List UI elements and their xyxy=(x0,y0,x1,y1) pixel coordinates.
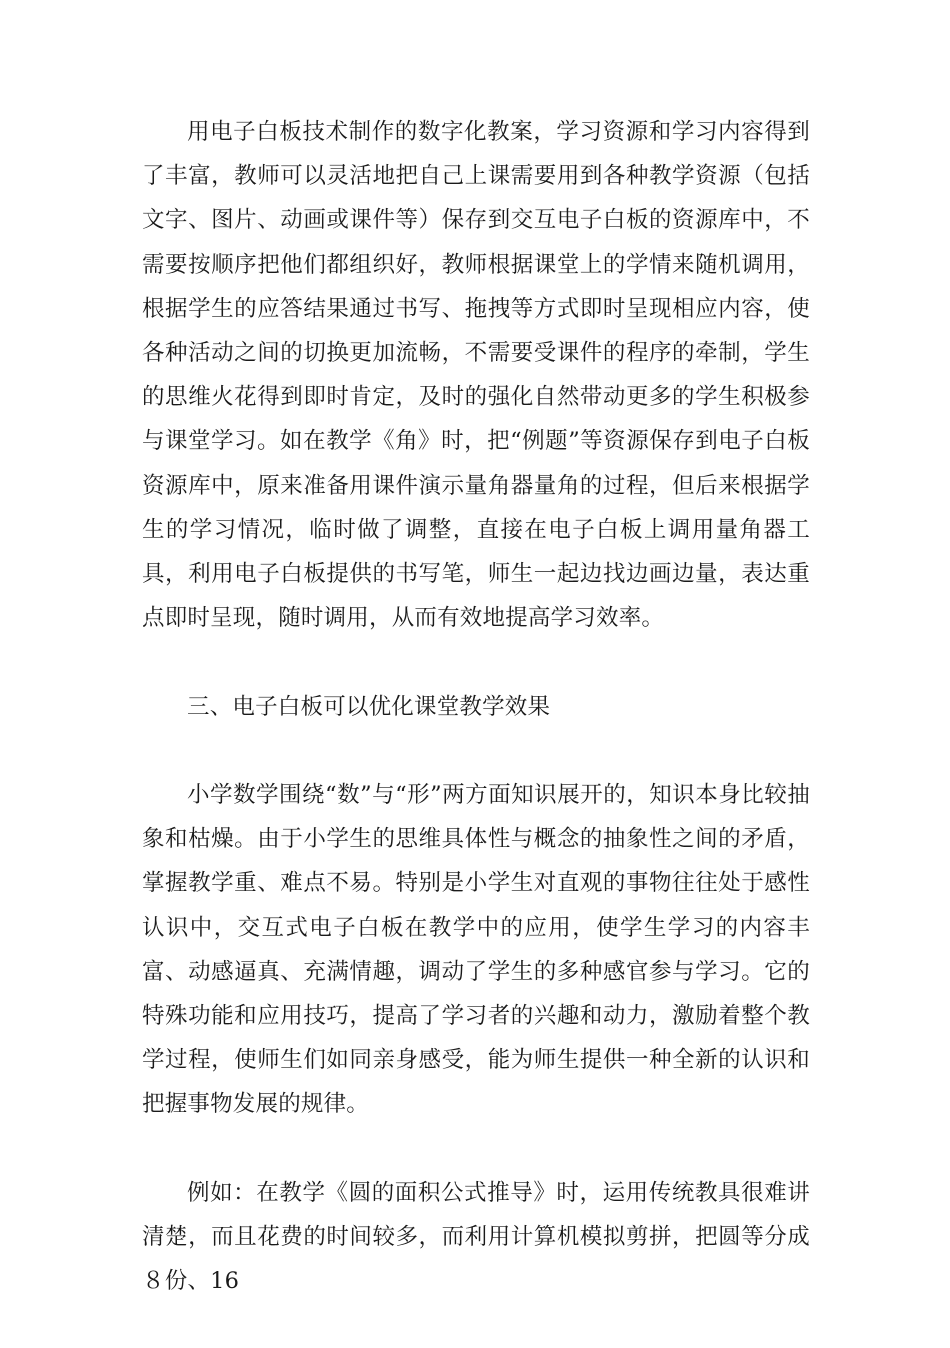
paragraph-circle-area-example: 例如：在教学《圆的面积公式推导》时，运用传统教具很难讲清楚，而且花费的时间较多，而利用计算机模拟剪拼，把圆等分成８份、16 xyxy=(142,1179,810,1295)
paragraph-whiteboard-lesson-plans: 用电子白板技术制作的数字化教案，学习资源和学习内容得到了丰富，教师可以灵活地把自己上课需要用到各种教学资源（包括文字、图片、动画或课件等）保存到交互电子白板的资源库中，不需要按顺序把他们都组织好，教师根据课堂上的学情来随机调用，根据学生的应答结果通过书写、拖拽等方式即时呈现相应内容，使各种活动之间的切换更加流畅，不需要受课件的程序的牵制，学生的思维火花得到即时肯定，及时的强化自然带动更多的学生积极参与课堂学习。如在教学《角》时，把“例题”等资源保存到电子白板资源库中，原来准备用课件演示量角器量角的过程，但后来根据学生的学习情况，临时做了调整，直接在电子白板上调用量角器工具，利用电子白板提供的书写笔，师生一起边找边画边量，表达重点即时呈现，随时调用，从而有效地提高学习效率。 xyxy=(142,119,810,632)
document-body xyxy=(142,110,810,1348)
section-heading-3: 三、电子白板可以优化课堂教学效果 xyxy=(187,693,551,720)
paragraph-math-abstraction: 小学数学围绕“数”与“形”两方面知识展开的，知识本身比较抽象和枯燥。由于小学生的思维具体性与概念的抽象性之间的矛盾，掌握教学重、难点不易。特别是小学生对直观的事物往往处于感性认识中，交互式电子白板在教学中的应用，使学生学习的内容丰富、动感逼真、充满情趣，调动了学生的多种感官参与学习。它的特殊功能和应用技巧，提高了学习者的兴趣和动力，激励着整个教学过程，使师生们如同亲身感受，能为师生提供一种全新的认识和把握事物发展的规律。 xyxy=(142,782,810,1118)
